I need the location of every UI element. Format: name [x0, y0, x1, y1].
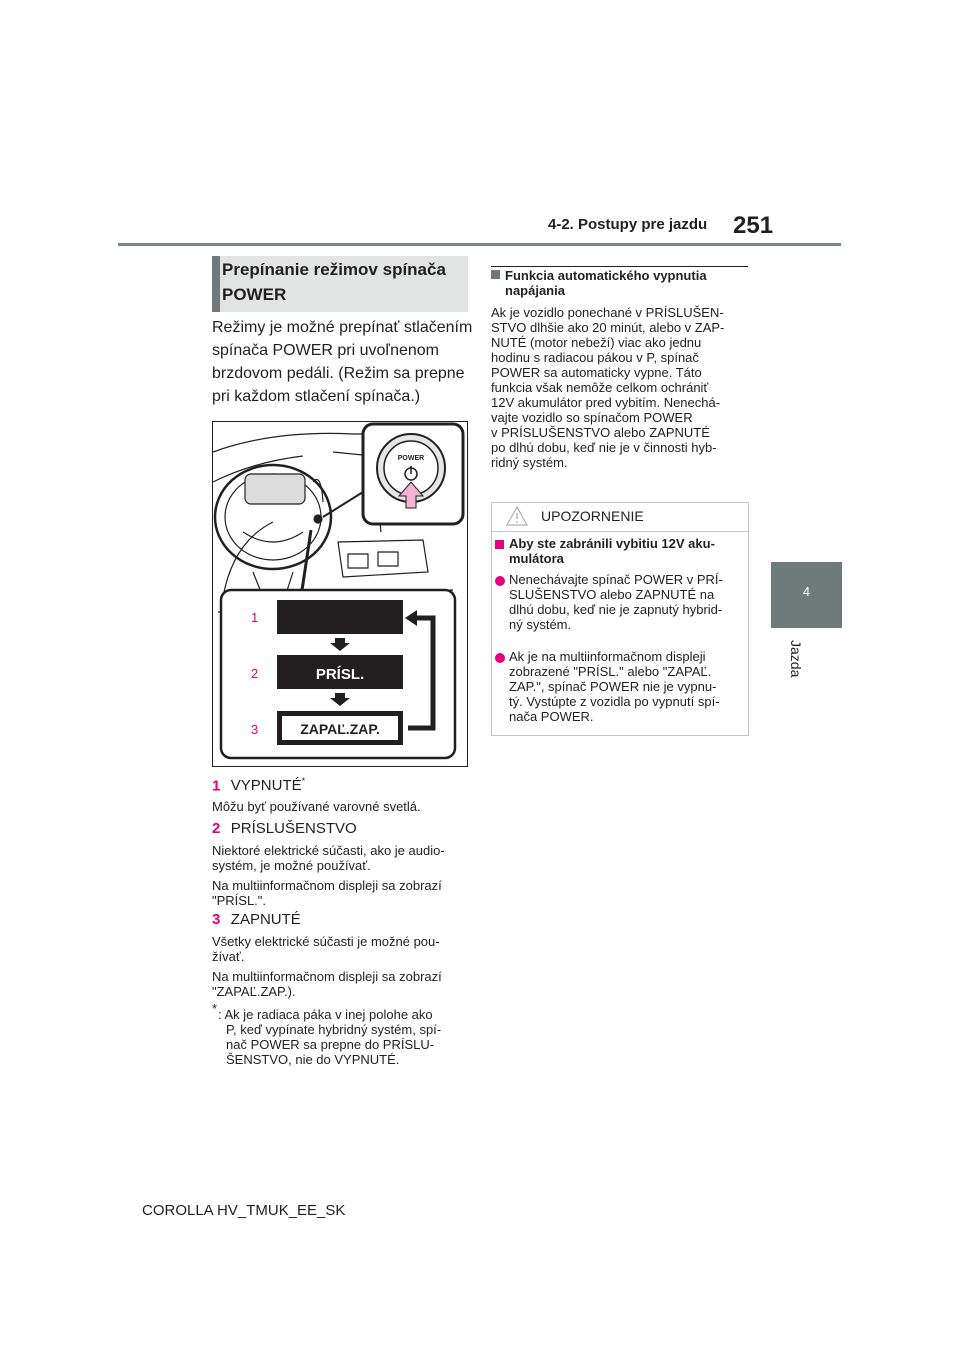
footnote-mark: * [212, 1001, 218, 1016]
list-item-off [212, 776, 305, 795]
auto-off-text: NUTÉ (motor nebeží) viac ako jednu [491, 335, 702, 350]
auto-off-heading: Funkcia automatického vypnutia [505, 268, 707, 283]
auto-off-heading: napájania [505, 283, 565, 298]
item-title: PRÍSLUŠENSTVO [230, 820, 357, 837]
right-rule [491, 266, 748, 267]
intro-line: Režimy je možné prepínať stlačením [212, 319, 473, 336]
display-prisl: PRÍSL. [315, 666, 365, 683]
chapter-number: 4 [802, 584, 811, 599]
item-number: 1 [212, 777, 221, 795]
item-desc: Na multiinformačnom displeji sa zobrazí [212, 969, 442, 984]
item-desc: Môžu byť používané varovné svetlá. [212, 799, 421, 814]
list-item-accessory [212, 820, 357, 838]
list-item-on [212, 911, 301, 929]
auto-off-text: v PRÍSLUŠENSTVO alebo ZAPNUTÉ [491, 425, 710, 440]
item-desc: Všetky elektrické súčasti je možné pou- [212, 934, 440, 949]
step-number-2: 2 [251, 666, 259, 681]
auto-off-text: vajte vozidlo so spínačom POWER [491, 410, 693, 425]
power-button-label: POWER [397, 455, 425, 462]
display-zapal: ZAPAĽ.ZAP. [300, 721, 380, 737]
section-title: 4-2. Postupy pre jazdu [548, 216, 708, 233]
auto-off-text: POWER sa automaticky vypne. Táto [491, 365, 702, 380]
item-desc: žívať. [212, 949, 245, 964]
warning-title: UPOZORNENIE [541, 508, 644, 524]
intro-line: pri každom stlačení spínača.) [212, 388, 421, 405]
footnote-line: nač POWER sa prepne do PRÍSLU- [226, 1037, 435, 1052]
header-rule [118, 243, 841, 246]
footnote-line: : Ak je radiaca páka v inej polohe ako [218, 1007, 433, 1022]
warning-bullet-text: zobrazené "PRÍSL." alebo "ZAPAĽ. [509, 664, 712, 679]
square-bullet-icon [495, 540, 504, 549]
intro-line: brzdovom pedáli. (Režim sa prepne [212, 365, 465, 382]
dashboard-drawing [213, 422, 467, 766]
footnote-line: P, keď vypínate hybridný systém, spí- [226, 1022, 442, 1037]
item-number: 3 [212, 911, 221, 928]
item-desc: "ZAPAĽ.ZAP.). [212, 984, 296, 999]
section-heading-line2: POWER [222, 285, 287, 304]
auto-off-text: hodinu s radiacou pákou v P, spínač [491, 350, 699, 365]
warning-subheading: mulátora [509, 551, 564, 566]
auto-off-text: 12V akumulátor pred vybitím. Nenechá- [491, 395, 721, 410]
warning-separator [491, 531, 749, 532]
item-number: 2 [212, 820, 221, 837]
intro-line: spínača POWER pri uvoľnenom [212, 342, 439, 359]
auto-off-text: ridný systém. [491, 455, 568, 470]
step-number-3: 3 [251, 722, 259, 737]
warning-subheading: Aby ste zabránili vybitiu 12V aku- [509, 536, 715, 551]
auto-off-text: Ak je vozidlo ponechané v PRÍSLUŠEN- [491, 305, 724, 320]
warning-triangle-icon [506, 506, 528, 526]
auto-off-text: STVO dlhšie ako 20 minút, alebo v ZAP- [491, 320, 725, 335]
auto-off-text: funkcia však nemôže celkom ochrániť [491, 380, 709, 395]
item-title: VYPNUTÉ [230, 777, 302, 795]
step-number-1: 1 [251, 610, 259, 625]
footnote-ref: * [301, 776, 306, 786]
warning-bullet-text: Nenechávajte spínač POWER v PRÍ- [509, 572, 723, 587]
chapter-label: Jazda [788, 640, 804, 678]
bullet-dot-icon [495, 576, 505, 586]
section-heading-line1: Prepínanie režimov spínača [222, 260, 446, 279]
warning-bullet-text: nača POWER. [509, 709, 594, 724]
warning-bullet-text: dlhú dobu, keď nie je zapnutý hybrid- [509, 602, 723, 617]
item-desc: Niektoré elektrické súčasti, ako je audio- [212, 843, 445, 858]
power-switch-illustration [212, 421, 468, 767]
footnote-line: ŠENSTVO, nie do VYPNUTÉ. [226, 1052, 400, 1067]
warning-bullet-text: Ak je na multiinformačnom displeji [509, 649, 706, 664]
footer-model: COROLLA HV_TMUK_EE_SK [142, 1202, 346, 1219]
auto-off-text: po dlhú dobu, keď nie je v činnosti hyb- [491, 440, 717, 455]
warning-bullet-text: ný systém. [509, 617, 572, 632]
item-desc: Na multiinformačnom displeji sa zobrazí [212, 878, 442, 893]
warning-bullet-text: SLUŠENSTVO alebo ZAPNUTÉ na [509, 587, 715, 602]
bullet-dot-icon [495, 653, 505, 663]
warning-bullet-text: tý. Vystúpte z vozidla po vypnutí spí- [509, 694, 720, 709]
item-title: ZAPNUTÉ [230, 911, 301, 928]
square-bullet [491, 270, 500, 279]
page-number: 251 [733, 212, 774, 239]
item-desc: "PRÍSL.". [212, 893, 267, 908]
warning-bullet-text: ZAP.", spínač POWER nie je vypnu- [509, 679, 717, 694]
item-desc: systém, je možné používať. [212, 858, 371, 873]
